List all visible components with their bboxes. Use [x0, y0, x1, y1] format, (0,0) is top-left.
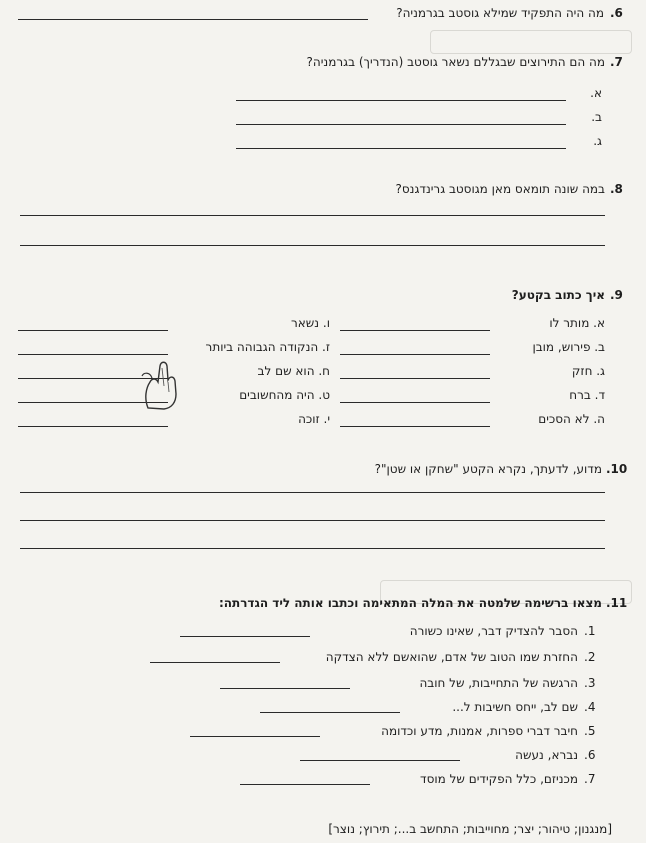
q11-def-number-3: .3 — [584, 676, 596, 690]
q7-number: .7 — [610, 55, 623, 69]
q11-number: .11 — [606, 596, 628, 610]
q11-answer-line-5[interactable] — [190, 736, 320, 737]
q7-item-a: א. — [590, 86, 602, 100]
q7-answer-line-b[interactable] — [236, 124, 566, 125]
bleed-through-box — [430, 30, 632, 54]
q11-answer-line-2[interactable] — [150, 662, 280, 663]
q11-def-number-7: .7 — [584, 772, 596, 786]
q9-term-i: ט. היה מהחשובים — [239, 388, 330, 402]
q10-number: .10 — [606, 462, 628, 476]
q9-term-a: א. מותר לו — [549, 316, 605, 330]
q9-term-e: ה. לא הסכים — [538, 412, 605, 426]
q11-def-text-7: מכניזם, כלל הפקידים של מוסד — [420, 772, 578, 786]
q10-answer-line-2[interactable] — [20, 520, 605, 521]
q9-term-j: י. זוכה — [298, 412, 330, 426]
q11-text: מצאו ברשימה שלמטה את המלה המתאימה וכתבו אותה ליד הגדרתה: — [218, 596, 602, 610]
q11-def-number-4: .4 — [584, 700, 596, 714]
q10-answer-line-3[interactable] — [20, 548, 605, 549]
q11-answer-line-6[interactable] — [300, 760, 460, 761]
q11-def-text-5: חיבר דברי ספרות, אמנות, מדע וכדומה — [381, 724, 578, 738]
q11-def-number-5: .5 — [584, 724, 596, 738]
q9-line-e[interactable] — [340, 426, 490, 427]
q10-answer-line-1[interactable] — [20, 492, 605, 493]
q11-answer-line-7[interactable] — [240, 784, 370, 785]
q9-line-b[interactable] — [340, 354, 490, 355]
q9-term-b: ב. פירוש, מובן — [532, 340, 605, 354]
q9-text: איך כתוב בקטע? — [511, 288, 605, 302]
q6-text: מה היה התפקיד שמילא גוסטב בגרמניה? — [396, 6, 604, 20]
q8-text: במה שונה תומאס מאן מגוסטב גרינדגנס? — [395, 182, 605, 196]
q9-term-f: ו. נשאר — [291, 316, 330, 330]
q8-number: .8 — [610, 182, 623, 196]
q11-def-text-6: נברא, נעשה — [515, 748, 578, 762]
q9-line-c[interactable] — [340, 378, 490, 379]
q9-term-d: ד. ברח — [569, 388, 605, 402]
q9-line-j[interactable] — [18, 426, 168, 427]
q11-word-bank: [מנגנון; טיהור; יצר; מחוייבות; התחשב ב...; תירוץ; נוצר] — [328, 822, 612, 836]
q11-answer-line-1[interactable] — [180, 636, 310, 637]
q6-answer-line[interactable] — [18, 19, 368, 20]
q11-answer-line-3[interactable] — [220, 688, 350, 689]
q11-def-number-6: .6 — [584, 748, 596, 762]
q9-term-g: ז. הנקודה הגבוהה ביותר — [205, 340, 330, 354]
q8-answer-line-1[interactable] — [20, 215, 605, 216]
hand-sketch-icon — [138, 358, 184, 410]
q11-def-number-2: .2 — [584, 650, 596, 664]
q9-line-a[interactable] — [340, 330, 490, 331]
q9-line-g[interactable] — [18, 354, 168, 355]
q9-term-h: ח. הוא שם לב — [257, 364, 330, 378]
q6-number: .6 — [610, 6, 623, 20]
q9-line-f[interactable] — [18, 330, 168, 331]
q7-answer-line-c[interactable] — [236, 148, 566, 149]
q11-def-number-1: .1 — [584, 624, 596, 638]
q9-line-d[interactable] — [340, 402, 490, 403]
q8-answer-line-2[interactable] — [20, 245, 605, 246]
q7-item-c: ג. — [593, 134, 602, 148]
q7-text: מה הם התירוצים שבגללם נשאר גוסטב (הנדריך) בגרמניה? — [306, 55, 605, 69]
q11-def-text-2: החזרת שמו הטוב של אדם, שהואשם ללא הצדקה — [325, 650, 578, 664]
q10-text: מדוע, לדעתך, נקרא הקטע "שחקן או שטן"? — [374, 462, 602, 476]
q11-def-text-3: הרגשה של התחייבות, של חובה — [419, 676, 578, 690]
q11-def-text-1: הסבר להצדיק דבר, שאינו כשורה — [409, 624, 578, 638]
q9-term-c: ג. חזק — [571, 364, 605, 378]
q11-answer-line-4[interactable] — [260, 712, 400, 713]
q7-item-b: ב. — [591, 110, 602, 124]
q7-answer-line-a[interactable] — [236, 100, 566, 101]
q9-number: .9 — [610, 288, 623, 302]
q11-def-text-4: שם לב, ייחס חשיבות ל... — [452, 700, 578, 714]
